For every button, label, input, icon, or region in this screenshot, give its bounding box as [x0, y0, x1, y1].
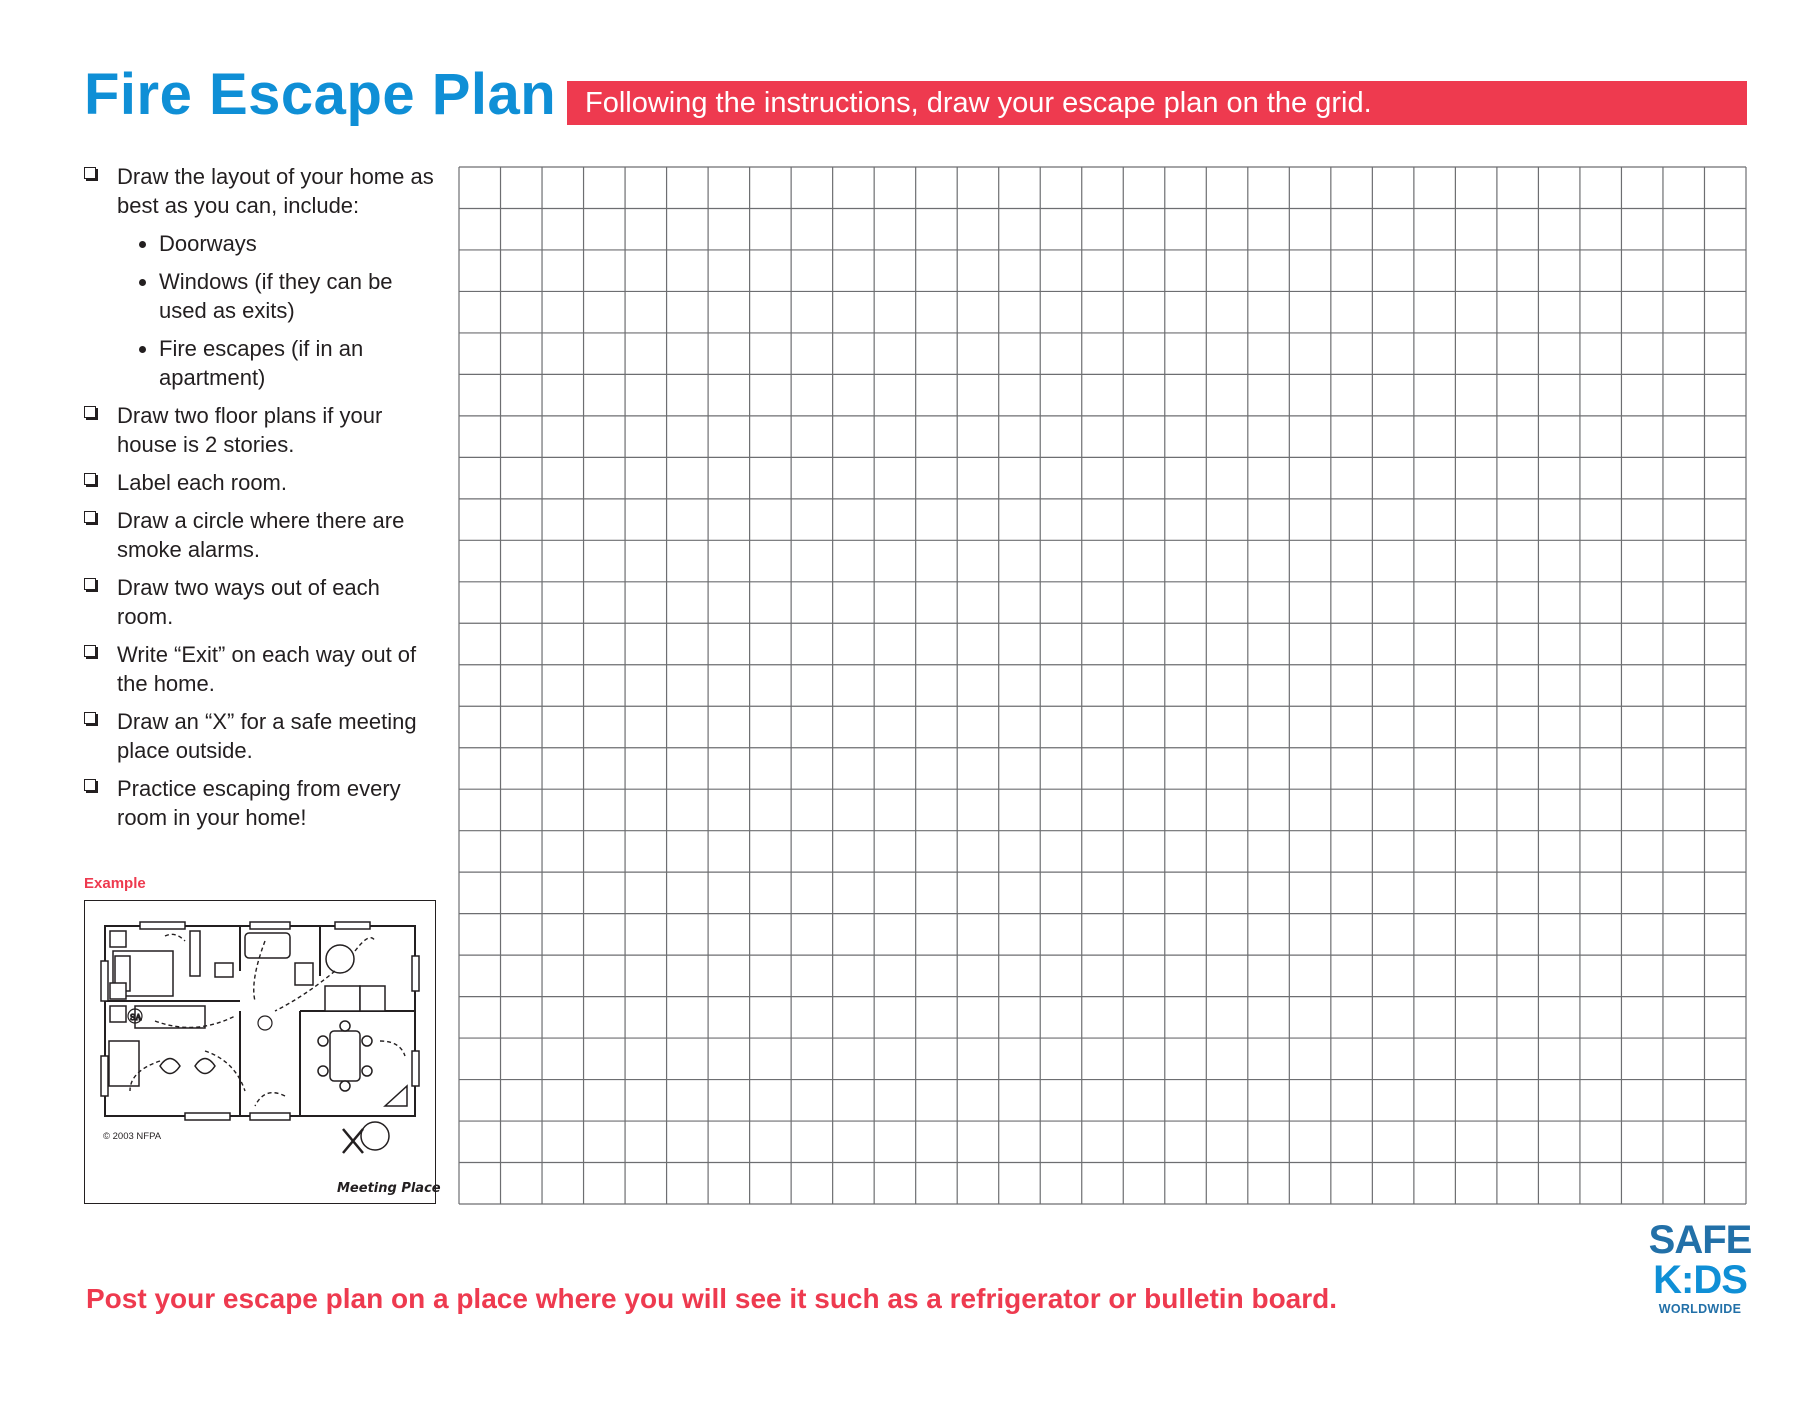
- smoke-alarm-label: SA: [130, 1013, 142, 1022]
- page-title: Fire Escape Plan: [84, 62, 557, 127]
- logo-line-1: SAFE: [1648, 1218, 1752, 1262]
- meeting-place-label: Meeting Place: [337, 1181, 441, 1196]
- checkbox-icon: [84, 645, 96, 657]
- example-floor-plan: [84, 900, 441, 1204]
- instruction-list: [84, 162, 434, 841]
- instruction-item: Draw a circle where there are smoke alarms.: [84, 506, 434, 564]
- instruction-item: Draw the layout of your home as best as you can, include: Doorways Windows (if they can be used as exits) Fire escapes (if in an apartment): [84, 162, 434, 392]
- checkbox-icon: [84, 779, 96, 791]
- bullet-icon: [139, 241, 146, 248]
- sub-item: Doorways: [159, 229, 434, 258]
- checkbox-icon: [84, 712, 96, 724]
- example-label: Example: [84, 875, 146, 892]
- safe-kids-logo: [1648, 1220, 1752, 1316]
- checkbox-icon: [84, 406, 96, 418]
- sub-item: Windows (if they can be used as exits): [159, 267, 434, 325]
- instruction-banner: Following the instructions, draw your escape plan on the grid.: [567, 81, 1747, 125]
- instruction-item: Draw an “X” for a safe meeting place outside.: [84, 707, 434, 765]
- checkbox-icon: [84, 578, 96, 590]
- instruction-item: Label each room.: [84, 468, 434, 497]
- logo-line-2: K:DS: [1653, 1258, 1747, 1302]
- checkbox-icon: [84, 473, 96, 485]
- checkbox-icon: [84, 167, 96, 179]
- instruction-item: Write “Exit” on each way out of the home.: [84, 640, 434, 698]
- drawing-grid[interactable]: [458, 166, 1747, 1205]
- copyright-text: © 2003 NFPA: [103, 1131, 162, 1142]
- floor-plan-illustration: [85, 901, 435, 1203]
- bullet-icon: [139, 346, 146, 353]
- sub-item: Fire escapes (if in an apartment): [159, 334, 434, 392]
- bullet-icon: [139, 279, 146, 286]
- meeting-x-icon: [343, 1129, 363, 1153]
- instruction-item: Draw two floor plans if your house is 2 stories.: [84, 401, 434, 459]
- logo-dots-icon: :: [1680, 1258, 1694, 1302]
- instruction-item: Practice escaping from every room in your home!: [84, 774, 434, 832]
- instruction-item: Draw two ways out of each room.: [84, 573, 434, 631]
- checkbox-icon: [84, 511, 96, 523]
- footer-note: Post your escape plan on a place where you will see it such as a refrigerator or bulletin board.: [86, 1283, 1338, 1314]
- logo-line-3: WORLDWIDE: [1658, 1302, 1742, 1316]
- sub-list: [117, 229, 434, 392]
